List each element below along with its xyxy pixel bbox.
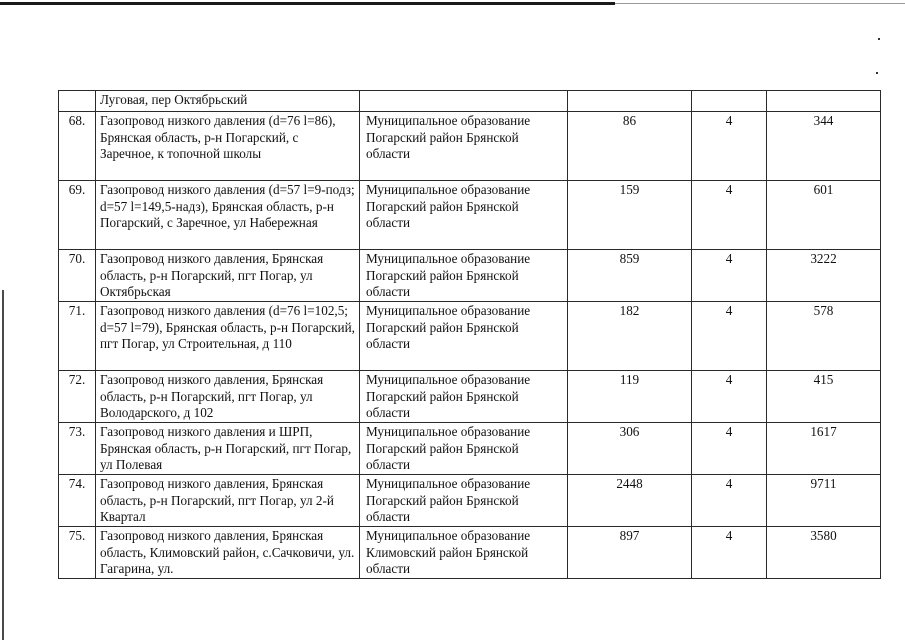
table-row [59,112,881,181]
table-row [59,371,881,423]
total-value: 9711 [767,475,881,527]
object-name: Газопровод низкого давления, Брянская область, р-н Погарский, пгт Погар, ул Володарского, д 102 [96,371,360,423]
owner-name: Муниципальное образование Погарский район Брянской области [360,475,568,527]
object-name: Газопровод низкого давления (d=76 l=86), Брянская область, р-н Погарский, с Заречное, к топочной школы [96,112,360,181]
pipe-length: 182 [568,302,692,371]
total-value: 3222 [767,250,881,302]
coefficient [692,91,767,112]
pipe-length: 159 [568,181,692,250]
object-name: Газопровод низкого давления, Брянская область, р-н Погарский, пгт Погар, ул Октябрьская [96,250,360,302]
table-row [59,423,881,475]
row-number: 75. [59,527,96,579]
row-number: 73. [59,423,96,475]
owner-name: Муниципальное образование Погарский район Брянской области [360,302,568,371]
pipe-length: 859 [568,250,692,302]
total-value: 1617 [767,423,881,475]
pipe-length [568,91,692,112]
table-row [59,181,881,250]
register-table [58,90,881,579]
scan-edge-top [0,2,615,5]
row-number: 71. [59,302,96,371]
pipe-length: 119 [568,371,692,423]
row-number [59,91,96,112]
owner-name: Муниципальное образование Погарский район Брянской области [360,371,568,423]
owner-name [360,91,568,112]
object-name: Газопровод низкого давления, Брянская область, р-н Погарский, пгт Погар, ул 2-й Квартал [96,475,360,527]
total-value: 601 [767,181,881,250]
object-name: Луговая, пер Октябрьский [96,91,360,112]
row-number: 70. [59,250,96,302]
coefficient: 4 [692,112,767,181]
coefficient: 4 [692,475,767,527]
table-row [59,250,881,302]
total-value: 578 [767,302,881,371]
owner-name: Муниципальное образование Погарский район Брянской области [360,250,568,302]
coefficient: 4 [692,527,767,579]
coefficient: 4 [692,181,767,250]
total-value: 3580 [767,527,881,579]
coefficient: 4 [692,250,767,302]
object-name: Газопровод низкого давления, Брянская область, Климовский район, с.Сачковичи, ул. Гагарина, ул. [96,527,360,579]
object-name: Газопровод низкого давления (d=76 l=102,5; d=57 l=79), Брянская область, р-н Погарский, пгт Погар, ул Строительная, д 110 [96,302,360,371]
object-name: Газопровод низкого давления и ШРП, Брянская область, р-н Погарский, пгт Погар, ул Полевая [96,423,360,475]
pipe-length: 897 [568,527,692,579]
table-row [59,91,881,112]
owner-name: Муниципальное образование Погарский район Брянской области [360,423,568,475]
row-number: 72. [59,371,96,423]
row-number: 68. [59,112,96,181]
register-table-body [59,91,881,579]
owner-name: Муниципальное образование Погарский район Брянской области [360,181,568,250]
pipe-length: 306 [568,423,692,475]
scan-speck [878,38,880,40]
table-row [59,527,881,579]
total-value: 415 [767,371,881,423]
pipe-length: 2448 [568,475,692,527]
scan-edge-left [2,290,4,640]
scan-speck [876,72,878,74]
object-name: Газопровод низкого давления (d=57 l=9-подз; d=57 l=149,5-надз), Брянская область, р-н Погарский, с Заречное, ул Набережная [96,181,360,250]
total-value: 344 [767,112,881,181]
coefficient: 4 [692,371,767,423]
coefficient: 4 [692,302,767,371]
owner-name: Муниципальное образование Погарский район Брянской области [360,112,568,181]
scan-edge-top-thin [615,3,905,4]
coefficient: 4 [692,423,767,475]
pipe-length: 86 [568,112,692,181]
table-row [59,302,881,371]
table-row [59,475,881,527]
owner-name: Муниципальное образование Климовский район Брянской области [360,527,568,579]
row-number: 74. [59,475,96,527]
total-value [767,91,881,112]
row-number: 69. [59,181,96,250]
